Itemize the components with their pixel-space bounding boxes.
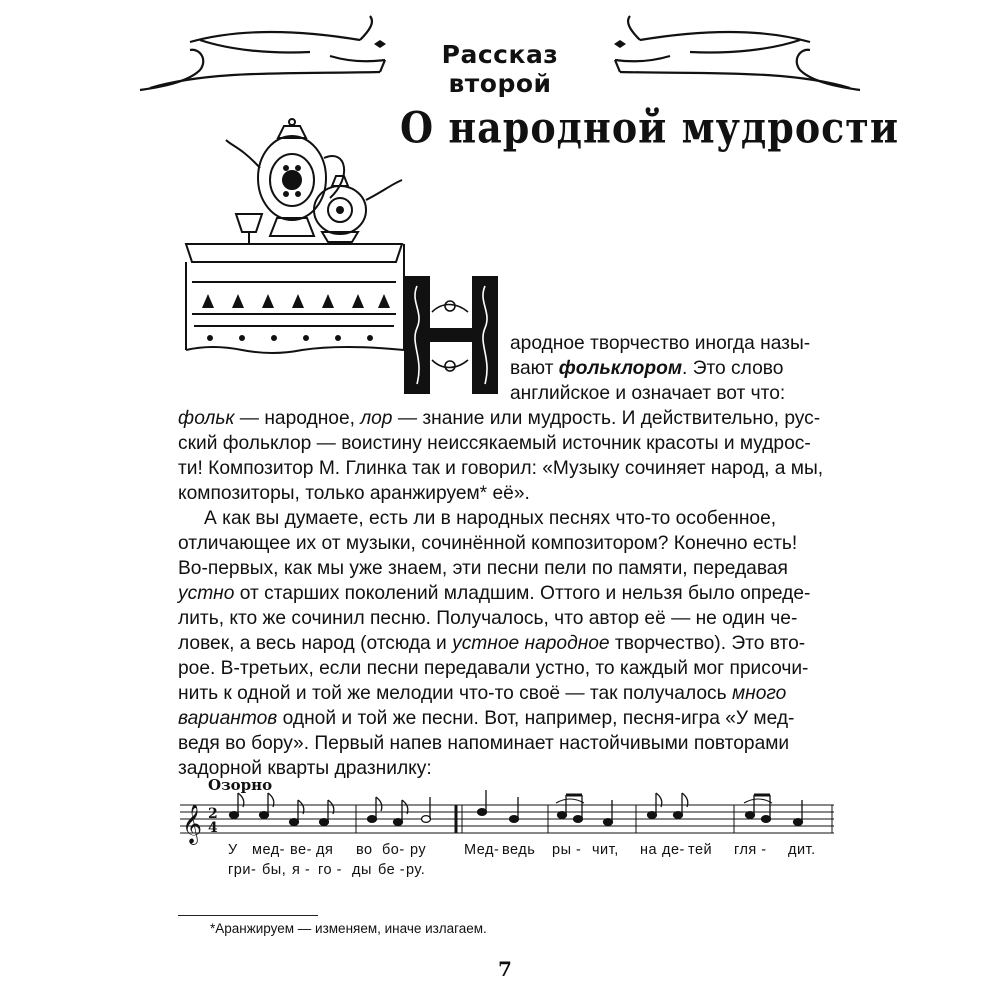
text-line: нить к одной и той же мелодии что-то своё — так получалось много <box>178 683 787 704</box>
teapot-illustration <box>182 118 408 356</box>
text-line: композиторы, только аранжируем* её». <box>178 483 530 504</box>
chapter-label: Рассказ второй <box>441 40 559 98</box>
text-line: устно от старших поколений младшим. Оттого и нельзя было опреде- <box>178 583 811 604</box>
lyric-syllable: чит, <box>592 842 619 858</box>
text-line: ский фольклор — воистину неиссякаемый источник красоты и мудрос- <box>178 433 811 454</box>
lyric-syllable: Мед- <box>464 842 500 858</box>
text-line: ародное творчество иногда назы- <box>510 333 811 354</box>
text-line: рое. В-третьих, если песни передавали устно, то каждый мог присочи- <box>178 658 809 679</box>
text-line: задорной кварты дразнилку: <box>178 758 432 779</box>
lyric-syllable: бе - <box>378 862 406 878</box>
lyric-syllable: я - <box>292 862 311 878</box>
dropcap-glyph: Н <box>451 358 453 359</box>
text-line: вариантов одной и той же песни. Вот, например, песня-игра «У мед- <box>178 708 795 729</box>
lyric-syllable: ру. <box>406 862 426 878</box>
lyric-syllable: ры - <box>552 842 582 858</box>
lyric-syllable: гля - <box>734 842 767 858</box>
page-number: 7 <box>498 957 512 981</box>
text-line: ти! Композитор М. Глинка так и говорил: «Музыку сочиняет народ, а мы, <box>178 458 824 479</box>
lyric-syllable: гри- <box>228 862 257 878</box>
text-line: лить, кто же сочинил песню. Получалось, что автор её — не один че- <box>178 608 798 629</box>
lyric-syllable: У <box>228 842 238 858</box>
text-line: ведя во бору». Первый напев напоминает настойчивыми повторами <box>178 733 790 754</box>
music-staff <box>178 775 838 875</box>
lyric-syllable: ру <box>410 842 427 858</box>
lyric-syllable: бо- <box>382 842 405 858</box>
text-line: вают фольклором. Это слово <box>510 358 784 379</box>
time-signature-top: 2 <box>208 806 218 822</box>
lyric-syllable: дит. <box>788 842 816 858</box>
term-folklore: фольклором <box>558 358 683 379</box>
lyric-syllable: ведь <box>502 842 536 858</box>
lyric-syllable: бы, <box>262 862 287 878</box>
treble-clef-icon: 𝄞 <box>182 804 203 844</box>
footnote: *Аранжируем — изменяем, иначе излагаем. <box>210 921 487 936</box>
lyric-syllable: ве- <box>290 842 312 858</box>
lyric-syllable: тей <box>688 842 713 858</box>
lyric-syllable: ды <box>352 862 372 878</box>
lyric-syllable: де- <box>662 842 685 858</box>
text-line: А как вы думаете, есть ли в народных песнях что-то особенное, <box>204 508 777 529</box>
lyric-syllable: дя <box>316 842 334 858</box>
page-title: О народной мудрости <box>400 102 900 153</box>
time-signature-bottom: 4 <box>208 820 218 836</box>
lyric-syllable: на <box>640 842 658 858</box>
text-line: ловек, а весь народ (отсюда и устное народное творчество). Это вто- <box>178 633 806 654</box>
text-line: Во-первых, как мы уже знаем, эти песни пели по памяти, передавая <box>178 558 788 579</box>
text-line: отличающее их от музыки, сочинённой композитором? Конечно есть! <box>178 533 798 554</box>
lyric-syllable: во <box>356 842 373 858</box>
text-line: английское и означает вот что: <box>510 383 786 404</box>
dropcap-letter <box>398 272 506 398</box>
lyric-syllable: мед- <box>252 842 286 858</box>
footnote-divider <box>178 915 318 916</box>
tempo-marking: Озорно <box>208 776 273 794</box>
lyric-syllable: го - <box>318 862 342 878</box>
text-line: фольк — народное, лор — знание или мудрость. И действительно, рус- <box>178 408 821 429</box>
